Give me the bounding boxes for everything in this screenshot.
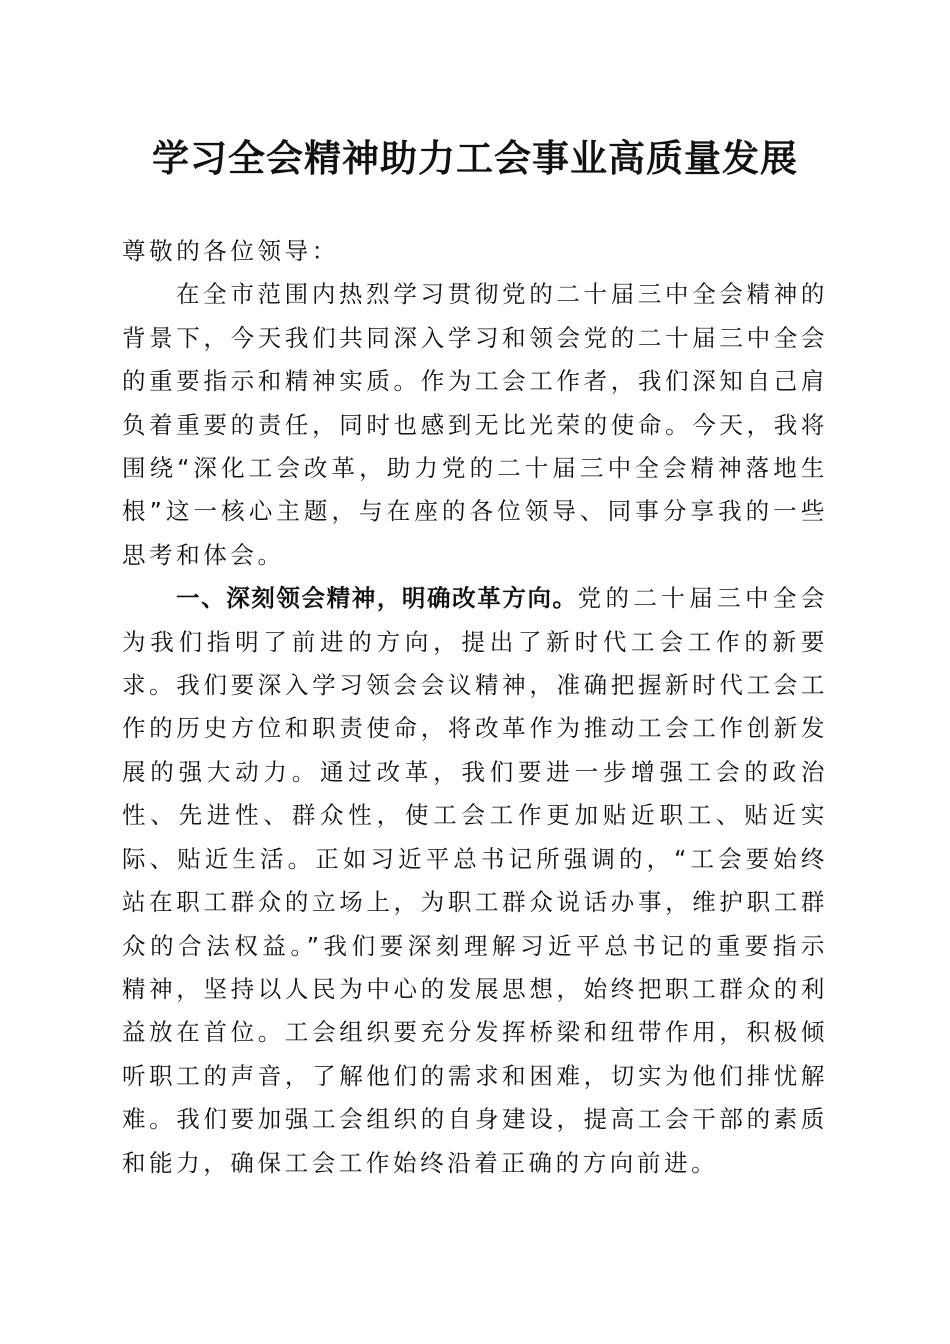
section-1-paragraph (122, 577, 828, 1185)
document-title: 学习全会精神助力工会事业高质量发展 (152, 136, 798, 180)
salutation: 尊敬的各位领导： (122, 237, 339, 265)
section-1-heading: 一、深刻领会精神，明确改革方向。 (176, 584, 578, 613)
document-body (122, 230, 828, 1185)
section-1-text: 党的二十届三中全会为我们指明了前进的方向，提出了新时代工会工作的新要求。我们要深入学习领会会议精神，准确把握新时代工会工作的历史方位和职责使命，将改革作为推动工会工作创新发展的强大动力。通过改革，我们要进一步增强工会的政治性、先进性、群众性，使工会工作更加贴近职工、贴近实际、贴近生活。正如习近平总书记所强调的，“工会要始终站在职工群众的立场上，为职工群众说话办事，维护职工群众的合法权益。”我们要深刻理解习近平总书记的重要指示精神，坚持以人民为中心的发展思想，始终把职工群众的利益放在首位。工会组织要充分发挥桥梁和纽带作用，积极倾听职工的声音，了解他们的需求和困难，切实为他们排忧解难。我们要加强工会组织的自身建设，提高工会干部的素质和能力，确保工会工作始终沿着正确的方向前进。 (122, 584, 828, 1177)
intro-paragraph: 在全市范围内热烈学习贯彻党的二十届三中全会精神的背景下，今天我们共同深入学习和领会党的二十届三中全会的重要指示和精神实质。作为工会工作者，我们深知自己肩负着重要的责任，同时也感到无比光荣的使命。今天，我将围绕“深化工会改革，助力党的二十届三中全会精神落地生根”这一核心主题，与在座的各位领导、同事分享我的一些思考和体会。 (122, 280, 828, 569)
